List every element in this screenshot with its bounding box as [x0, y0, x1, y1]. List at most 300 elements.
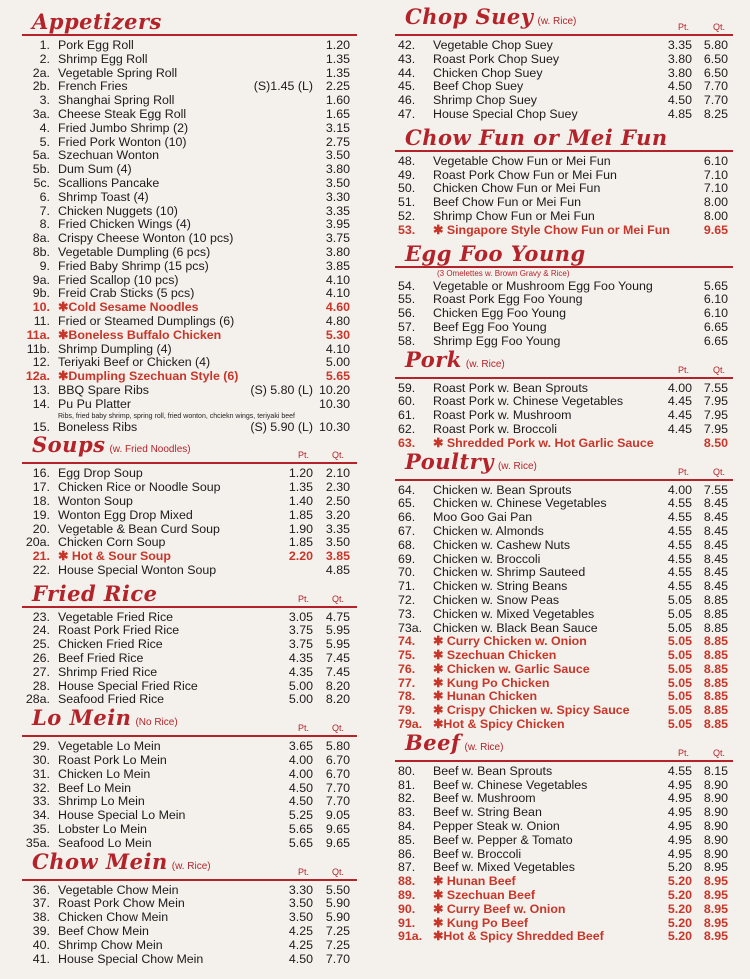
item-quart-price: 9.65: [703, 222, 728, 237]
item-name: Vegetable Fried Rice: [58, 609, 174, 624]
menu-item[interactable]: [395, 525, 733, 539]
item-number: 1.: [39, 38, 50, 52]
menu-item[interactable]: [22, 163, 357, 177]
item-quart-price: 5.50: [325, 882, 350, 897]
item-number: 83.: [398, 805, 416, 820]
section-note: (w. Fried Noodles): [109, 444, 191, 456]
menu-item[interactable]: [22, 652, 357, 666]
item-number: 38.: [32, 910, 50, 925]
item-number: 79.: [398, 703, 416, 718]
item-name: Chicken w. Almonds: [433, 523, 544, 538]
item-pint-price: 4.55: [667, 565, 692, 580]
section-title-wrap: [405, 450, 537, 479]
menu-item[interactable]: [395, 765, 733, 779]
item-name: Beef w. Mixed Vegetables: [433, 860, 575, 875]
item-quart-price: 3.20: [325, 507, 350, 522]
item-number: 11b.: [26, 341, 50, 356]
menu-item[interactable]: [22, 495, 357, 509]
item-quart-price: 3.50: [325, 148, 350, 163]
menu-item[interactable]: [22, 356, 357, 370]
item-quart-price: 8.85: [703, 717, 728, 732]
item-name: Vegetable Chow Fun or Mei Fun: [433, 153, 611, 168]
item-quart-price: 7.70: [325, 951, 350, 966]
menu-item[interactable]: [22, 67, 357, 81]
menu-section-soups: [22, 432, 357, 581]
item-quart-price: 8.00: [703, 208, 728, 223]
item-number: 32.: [32, 780, 50, 795]
menu-item[interactable]: [395, 409, 733, 423]
menu-item[interactable]: [395, 608, 733, 622]
section-title-text: Pork: [405, 346, 462, 372]
menu-item[interactable]: [22, 680, 357, 694]
menu-section-pork: [395, 346, 733, 455]
menu-item[interactable]: [22, 467, 357, 481]
item-name: ✱Hot & Spicy Chicken: [433, 717, 565, 732]
item-quart-price: 8.00: [703, 195, 728, 210]
item-pint-price: 4.00: [288, 766, 313, 781]
item-quart-price: 7.55: [703, 482, 728, 497]
menu-item[interactable]: [22, 274, 357, 288]
menu-section-egg-foo-young: [395, 242, 733, 353]
menu-item[interactable]: [22, 232, 357, 246]
menu-item[interactable]: [395, 779, 733, 793]
menu-item[interactable]: [395, 108, 733, 122]
menu-item[interactable]: [22, 149, 357, 163]
item-pint-price: 1.35: [288, 480, 313, 495]
item-quart-price: 1.65: [325, 106, 350, 121]
menu-item[interactable]: [22, 343, 357, 357]
item-quart-price: 8.20: [325, 692, 350, 707]
menu-item[interactable]: [22, 370, 357, 384]
item-quart-price: 10.30: [318, 419, 350, 434]
item-quart-price: 6.50: [703, 65, 728, 80]
menu-item[interactable]: [395, 663, 733, 677]
item-number: 15.: [32, 419, 50, 434]
item-name: Vegetable or Mushroom Egg Foo Young: [433, 278, 653, 293]
item-quart-price: 5.30: [325, 327, 350, 342]
item-quart-price: 3.50: [325, 535, 350, 550]
quart-price-header: Qt.: [713, 747, 726, 758]
item-number: 41.: [32, 951, 50, 966]
item-pint-price: 3.50: [288, 910, 313, 925]
item-number: 79a.: [398, 717, 423, 732]
menu-item[interactable]: [395, 566, 733, 580]
menu-item[interactable]: [22, 218, 357, 232]
item-name: Shrimp Fried Rice: [58, 664, 158, 679]
item-name: Chicken Rice or Noodle Soup: [58, 480, 221, 495]
item-number: 90.: [398, 901, 416, 916]
item-number: 57.: [398, 319, 416, 334]
menu-item[interactable]: [395, 622, 733, 636]
menu-item[interactable]: [22, 564, 357, 578]
menu-item[interactable]: [22, 925, 357, 939]
item-quart-price: 5.90: [325, 910, 350, 925]
item-number: 2b.: [32, 79, 50, 94]
item-number: 51.: [398, 195, 416, 210]
menu-section-fried-rice: [22, 582, 357, 712]
menu-item[interactable]: [22, 122, 357, 136]
item-name: Chicken w. Chinese Vegetables: [433, 496, 607, 511]
section-title: Chow Fun or Mei Fun: [405, 124, 668, 150]
item-quart-price: 8.95: [703, 888, 728, 903]
item-number: 14.: [32, 396, 50, 411]
menu-item[interactable]: [395, 649, 733, 663]
item-number: 9a.: [32, 272, 50, 287]
menu-item[interactable]: [22, 782, 357, 796]
menu-item[interactable]: [22, 287, 357, 301]
item-quart-price: 8.20: [325, 678, 350, 693]
menu-item[interactable]: [22, 953, 357, 967]
item-name: Beef Chow Mein: [58, 924, 149, 939]
menu-item[interactable]: [22, 301, 357, 315]
quart-price-header: Qt.: [332, 593, 345, 604]
item-name: ✱ Szechuan Beef: [433, 888, 535, 903]
item-quart-price: 4.75: [325, 609, 350, 624]
menu-item[interactable]: [395, 848, 733, 862]
menu-item[interactable]: [22, 523, 357, 537]
item-number: 34.: [32, 808, 50, 823]
menu-item[interactable]: [395, 484, 733, 498]
item-name: Fried Scallop (10 pcs): [58, 272, 179, 287]
item-number: 62.: [398, 421, 416, 436]
item-number: 43.: [398, 51, 416, 66]
menu-item[interactable]: [395, 307, 733, 321]
quart-price-header: Qt.: [713, 364, 726, 375]
menu-item[interactable]: [395, 511, 733, 525]
item-quart-price: 8.45: [703, 579, 728, 594]
menu-item[interactable]: [395, 280, 733, 294]
item-number: 87.: [398, 860, 416, 875]
menu-item[interactable]: [22, 136, 357, 150]
menu-item[interactable]: [395, 321, 733, 335]
menu-item[interactable]: [395, 903, 733, 917]
item-pint-price: 5.05: [667, 689, 692, 704]
item-number: 45.: [398, 79, 416, 94]
item-pint-price: 2.20: [288, 549, 313, 564]
item-pint-price: 4.55: [667, 510, 692, 525]
pint-price-header: Pt.: [298, 866, 310, 877]
menu-item[interactable]: [22, 666, 357, 680]
item-name: Boneless Ribs: [58, 419, 138, 434]
item-quart-price: 8.85: [703, 689, 728, 704]
item-number: 4.: [39, 120, 50, 135]
item-pint-price: 4.55: [667, 763, 692, 778]
item-name: ✱ Hunan Beef: [433, 874, 516, 889]
item-quart-price: 8.95: [703, 860, 728, 875]
item-number: 63.: [398, 435, 416, 450]
section-title-text: Chop Suey: [405, 4, 534, 29]
item-quart-price: 7.95: [703, 408, 728, 423]
menu-item[interactable]: [395, 67, 733, 81]
menu-item[interactable]: [395, 210, 733, 224]
item-quart-price: 8.95: [703, 915, 728, 930]
section-title-wrap: [32, 706, 178, 735]
menu-item[interactable]: [395, 497, 733, 511]
menu-item[interactable]: [395, 155, 733, 169]
item-name: ✱ Hot & Sour Soup: [58, 549, 171, 564]
menu-item[interactable]: [22, 897, 357, 911]
item-pint-price: 4.95: [667, 791, 692, 806]
menu-item[interactable]: [22, 329, 357, 343]
item-quart-price: 7.70: [703, 93, 728, 108]
menu-item[interactable]: [22, 177, 357, 191]
menu-item[interactable]: [395, 39, 733, 53]
section-header: [22, 432, 357, 464]
menu-item[interactable]: [22, 260, 357, 274]
menu-item[interactable]: [22, 611, 357, 625]
item-quart-price: 8.45: [703, 510, 728, 525]
item-quart-price: 8.90: [703, 846, 728, 861]
menu-item[interactable]: [395, 820, 733, 834]
item-name: Chicken Nuggets (10): [58, 203, 178, 218]
item-pint-price: 5.05: [667, 717, 692, 732]
menu-item[interactable]: [22, 638, 357, 652]
menu-item[interactable]: [22, 39, 357, 53]
menu-item[interactable]: [395, 635, 733, 649]
menu-item[interactable]: [22, 80, 357, 94]
menu-item[interactable]: [395, 594, 733, 608]
menu-item[interactable]: [395, 395, 733, 409]
item-name: Cheese Steak Egg Roll: [58, 106, 187, 121]
menu-item[interactable]: [22, 53, 357, 67]
item-number: 50.: [398, 181, 416, 196]
item-pint-price: 5.20: [667, 888, 692, 903]
item-pint-price: (S)1.45 (L): [253, 79, 313, 94]
item-pint-price: 3.80: [667, 65, 692, 80]
menu-item[interactable]: [22, 754, 357, 768]
menu-section-lo-mein: [22, 705, 357, 854]
section-title-text: Chow Mein: [32, 848, 168, 874]
menu-item[interactable]: [22, 384, 357, 398]
menu-item[interactable]: [395, 539, 733, 553]
item-number: 82.: [398, 791, 416, 806]
item-name: Chicken w. Bean Sprouts: [433, 482, 572, 497]
section-header: [395, 126, 733, 152]
item-name: ✱ Singapore Style Chow Fun or Mei Fun: [433, 222, 670, 237]
menu-item[interactable]: [22, 768, 357, 782]
item-name: Roast Pork Fried Rice: [58, 623, 180, 638]
menu-item[interactable]: [395, 889, 733, 903]
menu-item[interactable]: [22, 809, 357, 823]
item-number: 5c.: [33, 175, 50, 190]
item-pint-price: 5.65: [288, 822, 313, 837]
item-quart-price: 3.85: [325, 549, 350, 564]
item-number: 35.: [32, 822, 50, 837]
item-number: 70.: [398, 565, 416, 580]
item-number: 40.: [32, 937, 50, 952]
item-pint-price: 5.65: [288, 835, 313, 850]
menu-item[interactable]: [22, 624, 357, 638]
item-name: Vegetable Spring Roll: [58, 65, 178, 80]
menu-item[interactable]: [395, 80, 733, 94]
item-pint-price: 4.25: [288, 924, 313, 939]
item-name: Beef Chop Suey: [433, 79, 524, 94]
item-name: Scallions Pancake: [58, 175, 160, 190]
item-quart-price: 6.65: [703, 333, 728, 348]
item-name: Chicken w. String Beans: [433, 579, 568, 594]
menu-item[interactable]: [395, 553, 733, 567]
item-name: Roast Pork Chow Mein: [58, 896, 185, 911]
item-pint-price: 5.05: [667, 592, 692, 607]
item-quart-price: 4.60: [325, 300, 350, 315]
item-quart-price: 5.90: [325, 896, 350, 911]
menu-item[interactable]: [395, 182, 733, 196]
item-quart-price: 6.70: [325, 766, 350, 781]
menu-item[interactable]: [395, 293, 733, 307]
menu-section-chow-mein: [22, 848, 357, 971]
item-quart-price: 8.90: [703, 791, 728, 806]
item-number: 46.: [398, 93, 416, 108]
menu-item[interactable]: [395, 677, 733, 691]
item-quart-price: 8.45: [703, 565, 728, 580]
item-number: 36.: [32, 882, 50, 897]
item-name: ✱ Crispy Chicken w. Spicy Sauce: [433, 703, 630, 718]
item-name: Pepper Steak w. Onion: [433, 819, 560, 834]
item-name: Beef w. Pepper & Tomato: [433, 832, 573, 847]
quart-price-header: Qt.: [332, 723, 345, 734]
item-quart-price: 8.85: [703, 634, 728, 649]
item-name: Chicken Chow Mein: [58, 910, 169, 925]
item-name: Beef w. Broccoli: [433, 846, 522, 861]
item-name: Beef w. Bean Sprouts: [433, 763, 553, 778]
item-quart-price: 7.95: [703, 421, 728, 436]
section-header: [22, 848, 357, 881]
menu-item[interactable]: [22, 911, 357, 925]
item-quart-price: 4.85: [325, 562, 350, 577]
menu-item[interactable]: [22, 536, 357, 550]
item-name: Shrimp Toast (4): [58, 189, 149, 204]
item-quart-price: 7.45: [325, 651, 350, 666]
item-quart-price: 8.90: [703, 805, 728, 820]
item-quart-price: 5.95: [325, 623, 350, 638]
menu-item[interactable]: [395, 94, 733, 108]
section-header: [395, 242, 733, 268]
item-name: ✱ Kung Po Beef: [433, 915, 529, 930]
item-number: 5a.: [32, 148, 50, 163]
menu-item[interactable]: [395, 917, 733, 931]
item-pint-price: 4.00: [667, 380, 692, 395]
item-name: Beef Chow Fun or Mei Fun: [433, 195, 582, 210]
item-number: 24.: [32, 623, 50, 638]
menu-item[interactable]: [395, 53, 733, 67]
item-name: Roast Pork w. Mushroom: [433, 408, 572, 423]
item-number: 28a.: [25, 692, 50, 707]
item-number: 55.: [398, 292, 416, 307]
section-header: [395, 346, 733, 379]
menu-item[interactable]: [395, 834, 733, 848]
item-quart-price: 8.45: [703, 537, 728, 552]
item-pint-price: 4.45: [667, 394, 692, 409]
item-number: 60.: [398, 394, 416, 409]
section-spacer: [395, 944, 733, 948]
menu-item[interactable]: [22, 481, 357, 495]
item-number: 19.: [32, 507, 50, 522]
item-pint-price: 5.05: [667, 634, 692, 649]
item-quart-price: 5.80: [325, 739, 350, 754]
item-quart-price: 3.50: [325, 175, 350, 190]
item-quart-price: 7.10: [703, 181, 728, 196]
menu-item[interactable]: [395, 806, 733, 820]
menu-item[interactable]: [22, 884, 357, 898]
item-name: House Special Chop Suey: [433, 106, 578, 121]
item-number: 74.: [398, 634, 416, 649]
item-number: 31.: [32, 766, 50, 781]
menu-item[interactable]: [395, 875, 733, 889]
menu-item[interactable]: [395, 930, 733, 944]
item-name: Vegetable Chow Mein: [58, 882, 179, 897]
menu-item[interactable]: [395, 224, 733, 238]
item-pint-price: 4.85: [667, 106, 692, 121]
menu-item[interactable]: [22, 191, 357, 205]
item-name: Fried Chicken Wings (4): [58, 217, 191, 232]
menu-item[interactable]: [395, 196, 733, 210]
item-quart-price: 5.95: [325, 637, 350, 652]
item-number: 9.: [39, 258, 50, 273]
item-quart-price: 8.85: [703, 620, 728, 635]
item-name: Fried Pork Wonton (10): [58, 134, 187, 149]
item-number: 68.: [398, 537, 416, 552]
item-name: Beef Lo Mein: [58, 780, 132, 795]
menu-item[interactable]: [22, 205, 357, 219]
pint-price-header: Pt.: [678, 364, 690, 375]
menu-item[interactable]: [22, 108, 357, 122]
section-header: [395, 729, 733, 762]
menu-item[interactable]: [395, 704, 733, 718]
item-quart-price: 5.00: [325, 355, 350, 370]
item-number: 89.: [398, 888, 416, 903]
item-number: 69.: [398, 551, 416, 566]
item-pint-price: 1.90: [288, 521, 313, 536]
menu-item[interactable]: [22, 550, 357, 564]
menu-item[interactable]: [22, 795, 357, 809]
item-quart-price: 6.65: [703, 319, 728, 334]
menu-item[interactable]: [22, 939, 357, 953]
item-quart-price: 7.45: [325, 664, 350, 679]
item-name: Fried Baby Shrimp (15 pcs): [58, 258, 209, 273]
item-name: Roast Pork w. Bean Sprouts: [433, 380, 588, 395]
menu-item[interactable]: [395, 382, 733, 396]
item-pint-price: 4.95: [667, 846, 692, 861]
item-number: 27.: [32, 664, 50, 679]
section-title-text: Poultry: [405, 448, 494, 474]
menu-item[interactable]: [395, 690, 733, 704]
menu-item[interactable]: [22, 823, 357, 837]
menu-item[interactable]: [395, 423, 733, 437]
menu-item[interactable]: [22, 315, 357, 329]
item-pint-price: 4.55: [667, 523, 692, 538]
menu-item[interactable]: [395, 169, 733, 183]
item-quart-price: 9.65: [325, 835, 350, 850]
item-pint-price: 3.35: [667, 38, 692, 52]
menu-item[interactable]: [395, 792, 733, 806]
item-number: 8a.: [32, 231, 50, 246]
menu-item[interactable]: [395, 580, 733, 594]
item-quart-price: 8.95: [703, 929, 728, 944]
menu-item[interactable]: [395, 861, 733, 875]
item-quart-price: 4.10: [325, 286, 350, 301]
item-quart-price: 4.80: [325, 313, 350, 328]
menu-item[interactable]: [22, 398, 357, 412]
item-quart-price: 7.25: [325, 937, 350, 952]
item-quart-price: 8.85: [703, 661, 728, 676]
menu-item[interactable]: [22, 509, 357, 523]
menu-item[interactable]: [22, 246, 357, 260]
menu-item[interactable]: [22, 94, 357, 108]
item-quart-price: 3.95: [325, 217, 350, 232]
section-title-wrap: [405, 731, 503, 760]
menu-item[interactable]: [22, 740, 357, 754]
item-number: 71.: [398, 579, 416, 594]
